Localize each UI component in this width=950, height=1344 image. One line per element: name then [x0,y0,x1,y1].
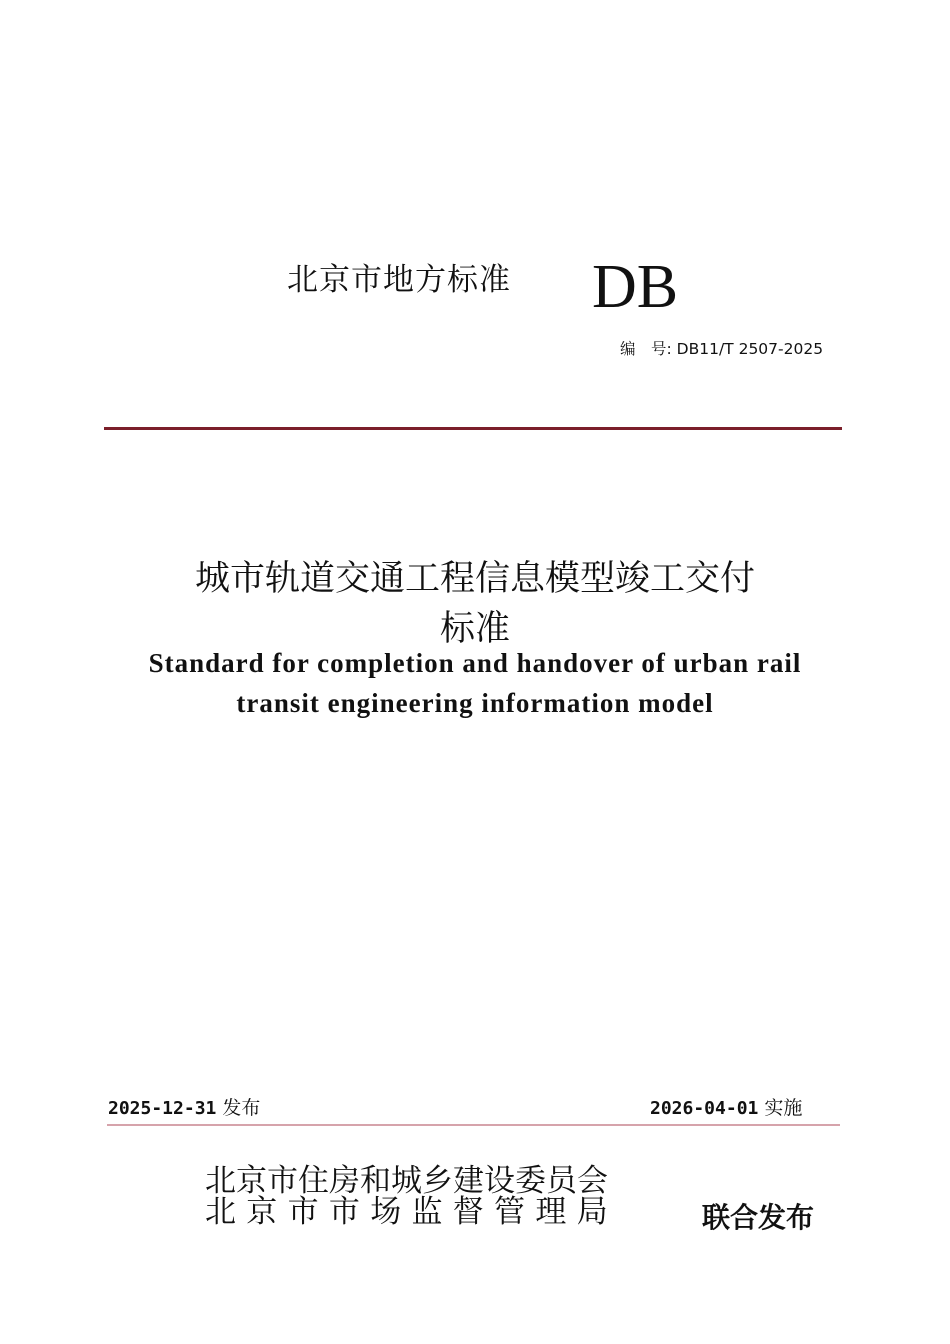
issuer-housing-commission: 北京市住房和城乡建设委员会 [205,1163,608,1199]
standard-number [620,337,823,359]
issue-date-block [108,1093,260,1120]
implementation-label: 实施 [764,1097,803,1119]
implementation-date: 2026-04-01 [650,1098,759,1119]
joint-release-label: 联合发布 [702,1201,815,1234]
implementation-date-block [650,1093,802,1120]
top-divider [104,427,842,430]
standard-number-label: 编 号: [620,340,672,358]
title-english-line2: transit engineering information model [236,688,714,718]
standard-number-value: DB11/T 2507-2025 [676,340,824,358]
title-chinese-line1: 城市轨道交通工程信息模型竣工交付 [194,559,755,599]
issuer-market-regulation: 北京市市场监督管理局 [205,1194,618,1230]
issue-label: 发布 [222,1097,261,1119]
title-chinese-line2: 标准 [439,609,510,649]
issue-date: 2025-12-31 [108,1098,217,1119]
title-english-line1: Standard for completion and handover of urban rail [148,648,802,678]
db-logo: DB [592,253,679,321]
bottom-divider [107,1124,840,1126]
local-standard-label: 北京市地方标准 [287,262,511,298]
